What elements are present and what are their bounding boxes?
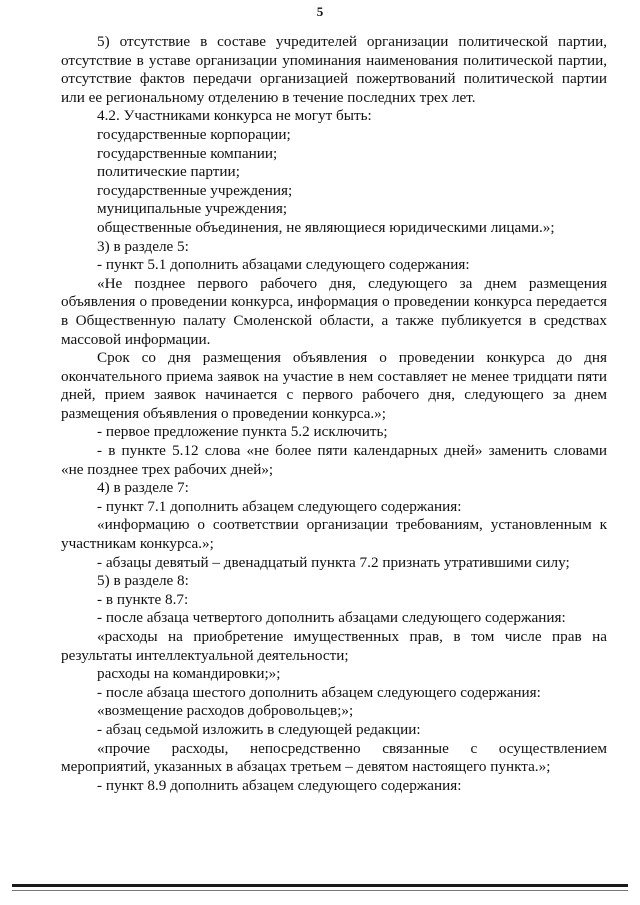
list-item: государственные корпорации; bbox=[97, 125, 291, 143]
section-heading: 3) в разделе 5: bbox=[97, 237, 189, 255]
section-heading: 5) в разделе 8: bbox=[97, 572, 189, 590]
amendment-line: - абзац седьмой изложить в следующей редакции: bbox=[97, 720, 421, 738]
amendment-line: - пункт 5.1 дополнить абзацами следующего содержания: bbox=[97, 256, 470, 274]
quoted-paragraph: «информацию о соответствии организации требованиям, установленным к участникам конкурса.»; bbox=[61, 516, 607, 553]
paragraph-4-2: 4.2. Участниками конкурса не могут быть: bbox=[97, 107, 372, 125]
section-heading: 4) в разделе 7: bbox=[97, 479, 189, 497]
list-item: муниципальные учреждения; bbox=[97, 200, 288, 218]
list-item: политические партии; bbox=[97, 163, 240, 181]
amendment-line: - в пункте 5.12 слова «не более пяти календарных дней» заменить словами «не позднее трех рабочих дней»; bbox=[61, 442, 607, 478]
page-number: 5 bbox=[316, 4, 324, 19]
amendment-line: - в пункте 8.7: bbox=[97, 590, 189, 608]
quoted-paragraph: «возмещение расходов добровольцев;»; bbox=[97, 702, 354, 720]
amendment-line: - абзацы девятый – двенадцатый пункта 7.2 признать утратившими силу; bbox=[97, 553, 570, 571]
amendment-line: - после абзаца шестого дополнить абзацем следующего содержания: bbox=[97, 683, 541, 701]
quoted-paragraph: Срок со дня размещения объявления о проведении конкурса до дня окончательного приема заявок на участие в нем составляет не менее тридцати пяти дней, прием заявок начинается с первого рабочего дня, следующего за днем размещения объявления о проведении конкурса.»; bbox=[61, 349, 607, 422]
amendment-line: - первое предложение пункта 5.2 исключить; bbox=[97, 423, 388, 441]
quoted-paragraph: «прочие расходы, непосредственно связанные с осуществлением мероприятий, указанных в абзацах третьем – девятом настоящего пункта.»; bbox=[61, 739, 607, 776]
bottom-border-line bbox=[12, 884, 628, 887]
list-item: государственные учреждения; bbox=[97, 181, 293, 199]
paragraph-party-absence: 5) отсутствие в составе учредителей организации политической партии, отсутствие в уставе организации упоминания наименования политической партии, отсутствие фактов передачи организацией пожертвований политической партии или ее региональному отделению в течение последних трех лет. bbox=[61, 33, 607, 106]
amendment-line: - после абзаца четвертого дополнить абзацами следующего содержания: bbox=[97, 609, 566, 627]
amendment-line: - пункт 7.1 дополнить абзацем следующего содержания: bbox=[97, 497, 462, 515]
quoted-paragraph: «Не позднее первого рабочего дня, следующего за днем размещения объявления о проведении конкурса, информация о проведении конкурса передается в Общественную палату Смоленской области, а также публикуется в средствах массовой информации. bbox=[61, 274, 607, 348]
list-item: общественные объединения, не являющиеся юридическими лицами.»; bbox=[97, 218, 555, 236]
quoted-paragraph: расходы на командировки;»; bbox=[97, 665, 281, 683]
list-item: государственные компании; bbox=[97, 144, 278, 162]
amendment-line: - пункт 8.9 дополнить абзацем следующего содержания: bbox=[97, 776, 462, 794]
quoted-paragraph: «расходы на приобретение имущественных прав, в том числе прав на результаты интеллектуальной деятельности; bbox=[61, 628, 607, 664]
document-body bbox=[61, 33, 607, 795]
bottom-border-line-thin bbox=[12, 890, 628, 891]
